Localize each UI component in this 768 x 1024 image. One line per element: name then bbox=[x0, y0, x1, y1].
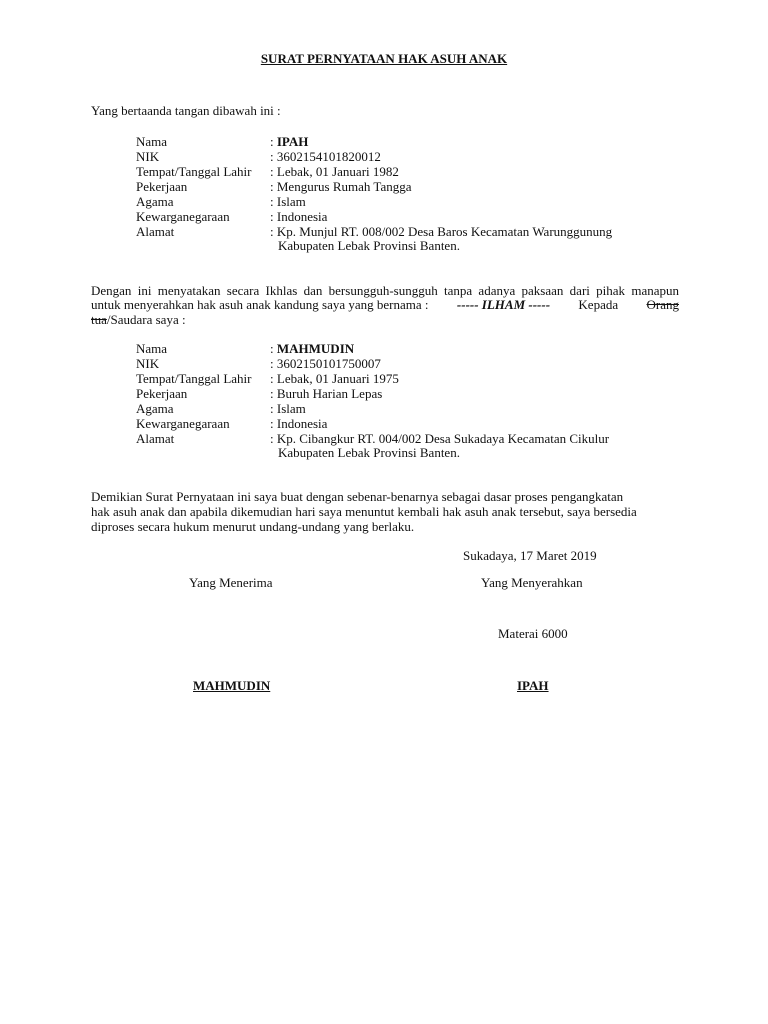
party2-value-agama: : Islam bbox=[270, 401, 306, 416]
party2-value-ttl: : Lebak, 01 Januari 1975 bbox=[270, 371, 399, 386]
giver-label: Yang Menyerahkan bbox=[481, 575, 583, 590]
party1-value-alamat: : Kp. Munjul RT. 008/002 Desa Baros Kecamatan Warunggunung bbox=[270, 224, 613, 239]
closing-line-1: Demikian Surat Pernyataan ini saya buat dengan sebenar-benarnya sebagai dasar proses pengangkatan bbox=[91, 489, 624, 504]
receiver-name: MAHMUDIN bbox=[193, 678, 271, 693]
party2-value-alamat-cont: Kabupaten Lebak Provinsi Banten. bbox=[278, 445, 460, 460]
party2-label-nik: NIK bbox=[136, 356, 160, 371]
party2-label-kewarganegaraan: Kewarganegaraan bbox=[136, 416, 230, 431]
party2-label-alamat: Alamat bbox=[136, 431, 175, 446]
party2-value-nik: : 3602150101750007 bbox=[270, 356, 381, 371]
party1-value-pekerjaan: : Mengurus Rumah Tangga bbox=[270, 179, 412, 194]
party1-value-agama: : Islam bbox=[270, 194, 306, 209]
party2-label-agama: Agama bbox=[136, 401, 174, 416]
party2-label-pekerjaan: Pekerjaan bbox=[136, 386, 188, 401]
party2-value-nama: : MAHMUDIN bbox=[270, 341, 355, 356]
party1-label-alamat: Alamat bbox=[136, 224, 175, 239]
party1-label-agama: Agama bbox=[136, 194, 174, 209]
party1-label-kewarganegaraan: Kewarganegaraan bbox=[136, 209, 230, 224]
party2-value-pekerjaan: : Buruh Harian Lepas bbox=[270, 386, 383, 401]
place-date: Sukadaya, 17 Maret 2019 bbox=[463, 548, 597, 563]
party2-label-ttl: Tempat/Tanggal Lahir bbox=[136, 371, 252, 386]
party1-label-pekerjaan: Pekerjaan bbox=[136, 179, 188, 194]
stamp-label: Materai 6000 bbox=[498, 626, 568, 641]
statement-line-1: Dengan ini menyatakan secara Ikhlas dan bersungguh-sungguh tanpa adanya paksaan dari pihak manapun bbox=[91, 283, 679, 298]
closing-line-3: diproses secara hukum menurut undang-undang yang berlaku. bbox=[91, 519, 415, 534]
party1-value-nik: : 3602154101820012 bbox=[270, 149, 381, 164]
party2-value-alamat: : Kp. Cibangkur RT. 004/002 Desa Sukadaya Kecamatan Cikulur bbox=[270, 431, 610, 446]
closing-line-2: hak asuh anak dan apabila dikemudian hari saya menuntut kembali hak asuh anak tersebut, saya bersedia bbox=[91, 504, 637, 519]
party2-value-kewarganegaraan: : Indonesia bbox=[270, 416, 328, 431]
party1-value-kewarganegaraan: : Indonesia bbox=[270, 209, 328, 224]
child-name: ----- ILHAM ----- bbox=[456, 297, 551, 312]
document-title: SURAT PERNYATAAN HAK ASUH ANAK bbox=[260, 51, 508, 66]
giver-name: IPAH bbox=[517, 678, 549, 693]
statement-line-2: untuk menyerahkan hak asuh anak kandung saya yang bernama : ----- ILHAM ----- Kepada Orang bbox=[91, 297, 679, 312]
party2-label-nama: Nama bbox=[136, 341, 168, 356]
party1-label-nama: Nama bbox=[136, 134, 168, 149]
party1-value-ttl: : Lebak, 01 Januari 1982 bbox=[270, 164, 399, 179]
party1-value-alamat-cont: Kabupaten Lebak Provinsi Banten. bbox=[278, 238, 460, 253]
party1-label-nik: NIK bbox=[136, 149, 160, 164]
statement-line-3: tua/Saudara saya : bbox=[91, 312, 186, 327]
intro-text: Yang bertaanda tangan dibawah ini : bbox=[91, 103, 281, 118]
party1-value-nama: : IPAH bbox=[270, 134, 309, 149]
receiver-label: Yang Menerima bbox=[189, 575, 273, 590]
party1-label-ttl: Tempat/Tanggal Lahir bbox=[136, 164, 252, 179]
